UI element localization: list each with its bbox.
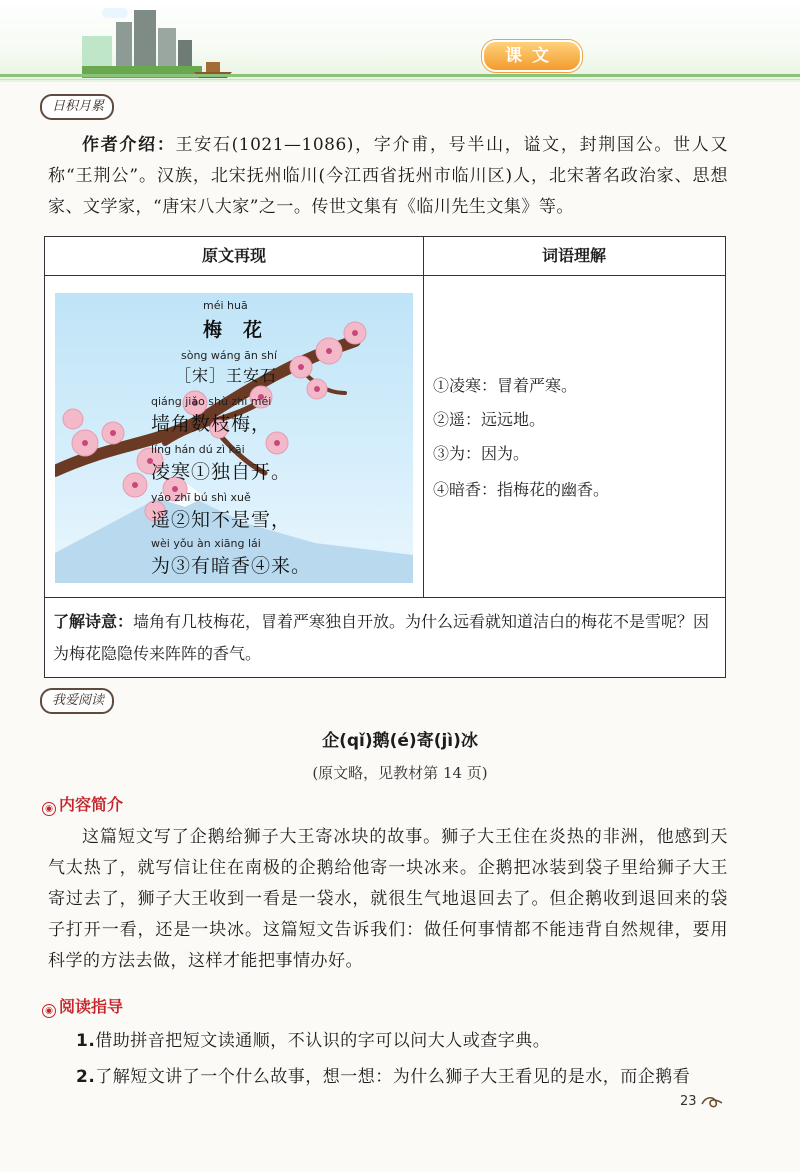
poem-line-3-pinyin: yáo zhī bú shì xuě xyxy=(151,491,251,504)
gloss-item-4: ④暗香：指梅花的幽香。 xyxy=(433,480,610,499)
guide-item-1-text: 借助拼音把短文读通顺，不认识的字可以问大人或查字典。 xyxy=(95,1031,551,1051)
table-header-vocabulary: 词语理解 xyxy=(541,246,606,265)
guide-item-2 xyxy=(48,1062,728,1093)
page-header xyxy=(0,0,800,82)
gloss-item-2: ②遥：远远地。 xyxy=(433,410,546,429)
story-title: 企(qǐ)鹅(é)寄(jì)冰 xyxy=(322,731,478,751)
gloss-item-3: ③为：因为。 xyxy=(433,444,530,463)
poem-line-2: 凌寒①独自开。 xyxy=(151,461,292,483)
story-note: (原文略，见教材第 14 页) xyxy=(312,764,488,782)
poem-line-1-pinyin: qiáng jiǎo shù zhī méi xyxy=(151,395,272,408)
guide-item-2-text: 了解短文讲了一个什么故事，想一想：为什么狮子大王看见的是水，而企鹅看 xyxy=(95,1067,691,1087)
poem-meaning-text: 墙角有几枝梅花，冒着严寒独自开放。为什么远看就知道洁白的梅花不是雪呢？因为梅花隐隐传来阵阵的香气。 xyxy=(53,612,710,663)
poem-title: 梅 花 xyxy=(203,319,264,341)
header-rule xyxy=(0,74,800,77)
poem-line-3: 遥②知不是雪， xyxy=(151,509,292,531)
page-number-ornament xyxy=(700,1094,726,1110)
lesson-tab: 课文 xyxy=(482,40,582,72)
header-rule-thin xyxy=(0,79,800,80)
section-tag-i-love-reading: 我爱阅读 xyxy=(40,688,114,714)
guide-heading xyxy=(42,994,123,1017)
summary-heading-text: 内容简介 xyxy=(59,795,124,814)
poem-title-pinyin: méi huā xyxy=(203,299,248,312)
author-intro-label: 作者介绍： xyxy=(82,135,176,155)
poem-author-pinyin: sòng wáng ān shí xyxy=(181,349,278,362)
gloss-item-1: ①凌寒：冒着严寒。 xyxy=(433,376,578,395)
poem-meaning xyxy=(53,606,717,670)
guide-item-1-number: 1. xyxy=(76,1031,96,1051)
poem-table xyxy=(44,236,726,678)
table-header-original: 原文再现 xyxy=(201,246,266,265)
poem-line-1: 墙角数枝梅， xyxy=(151,413,272,435)
table-column-divider xyxy=(423,237,424,597)
heading-bullet-icon: ◉ xyxy=(42,1004,56,1018)
author-intro xyxy=(48,130,728,223)
poem-line-2-pinyin: líng hán dú zì kāi xyxy=(151,443,245,456)
poem-line-4: 为③有暗香④来。 xyxy=(151,555,312,577)
author-intro-text: 王安石(1021—1086)，字介甫，号半山，谥文，封荆国公。世人又称“王荆公”。汉族，北宋抚州临川(今江西省抚州市临川区)人，北宋著名政治家、思想家、文学家，“唐宋八大家”之一。传世文集有《临川先生文集》等。 xyxy=(48,135,729,217)
guide-item-2-number: 2. xyxy=(76,1067,96,1087)
guide-item-1 xyxy=(48,1026,728,1057)
summary-text: 这篇短文写了企鹅给狮子大王寄冰块的故事。狮子大王住在炎热的非洲，他感到天气太热了，就写信让住在南极的企鹅给他寄一块冰来。企鹅把冰装到袋子里给狮子大王寄过去了，狮子大王收到一看是一袋水，就很生气地退回去了。但企鹅收到退回来的袋子打开一看，还是一块冰。这篇短文告诉我们：做任何事情都不能违背自然规律，要用科学的方法去做，这样才能把事情办好。 xyxy=(48,827,728,971)
summary-heading xyxy=(42,792,123,815)
guide-heading-text: 阅读指导 xyxy=(59,997,124,1016)
poem-author: ［宋］王安石 xyxy=(175,366,278,385)
poem-line-4-pinyin: wèi yǒu àn xiāng lái xyxy=(151,537,261,550)
poem-illustration xyxy=(55,293,413,583)
poem-text-block xyxy=(55,293,413,583)
heading-bullet-icon: ◉ xyxy=(42,802,56,816)
poem-meaning-row xyxy=(45,597,725,678)
section-tag-daily-accumulation: 日积月累 xyxy=(40,94,114,120)
page-number: 23 xyxy=(680,1094,697,1109)
city-skyline-illustration xyxy=(82,6,272,78)
poem-meaning-label: 了解诗意： xyxy=(53,612,134,631)
